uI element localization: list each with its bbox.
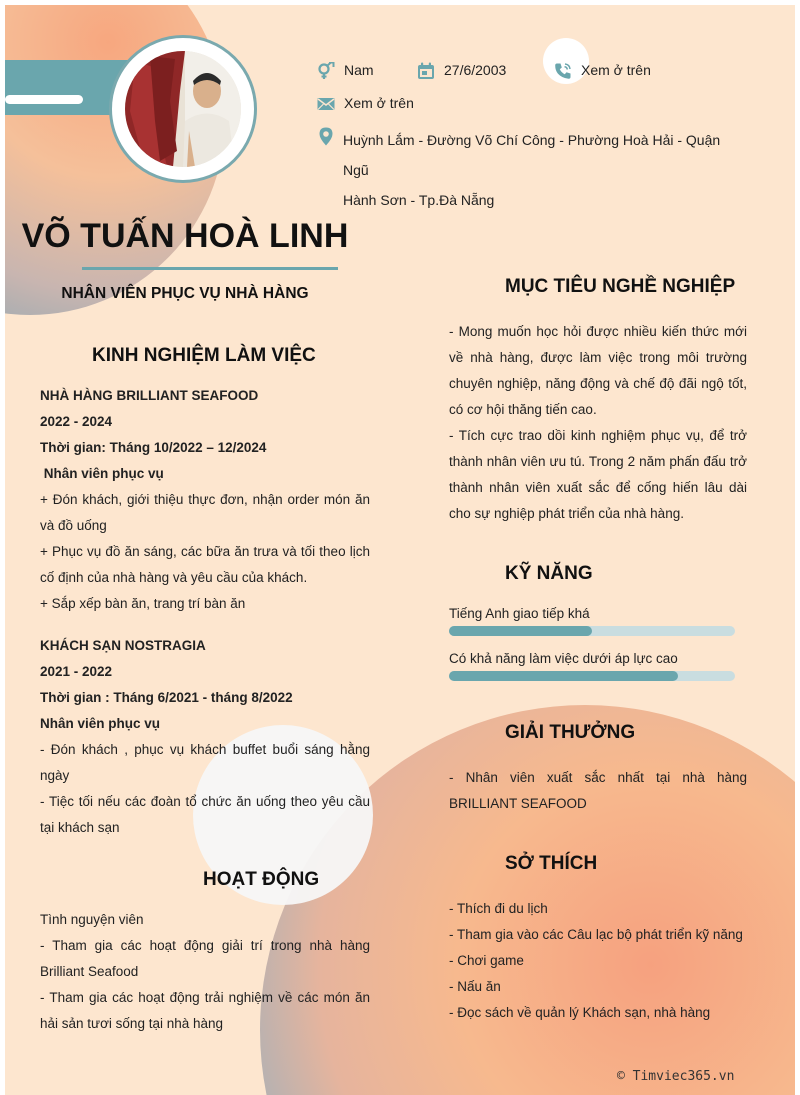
skill-1-bar xyxy=(449,626,735,636)
hobby-item: - Đọc sách về quản lý Khách sạn, nhà hàng xyxy=(449,1005,711,1020)
job-title: NHÂN VIÊN PHỤC VỤ NHÀ HÀNG xyxy=(61,285,309,302)
full-name: VÕ TUẤN HOÀ LINH xyxy=(21,217,349,255)
phone-row xyxy=(554,62,651,80)
name-underline xyxy=(82,267,338,270)
email-row xyxy=(317,95,414,113)
gender-text: Nam xyxy=(344,62,374,78)
job-2-years: 2021 - 2022 xyxy=(40,664,113,679)
job-1-company: NHÀ HÀNG BRILLIANT SEAFOOD xyxy=(40,388,259,403)
hobby-item: - Nấu ăn xyxy=(449,979,501,994)
skill-1-label: Tiếng Anh giao tiếp khá xyxy=(449,606,590,621)
job-1-duty-1: + Đón khách, giới thiệu thực đơn, nhận order món ăn và đồ uống xyxy=(40,492,370,533)
email-text: Xem ở trên xyxy=(344,95,414,111)
activities-list xyxy=(40,907,370,1037)
address-line-2: Hành Sơn - Tp.Đà Nẵng xyxy=(343,192,495,208)
award-item: - Nhân viên xuất sắc nhất tại nhà hàng BRILLIANT SEAFOOD xyxy=(449,770,747,811)
birthdate-row xyxy=(417,62,506,80)
experience-title: KINH NGHIỆM LÀM VIỆC xyxy=(92,345,316,366)
job-1-role: Nhân viên phục vụ xyxy=(40,466,164,481)
phone-icon xyxy=(554,62,572,80)
decorative-white-line xyxy=(5,95,83,104)
job-2-duty-1: - Đón khách , phục vụ khách buffet buổi sáng hằng ngày xyxy=(40,742,370,783)
address-line-1: Huỳnh Lắm - Đường Võ Chí Công - Phường Hoà Hải - Quận Ngũ xyxy=(343,132,721,178)
job-2-company: KHÁCH SẠN NOSTRAGIA xyxy=(40,638,206,653)
hobby-item: - Tham gia vào các Câu lạc bộ phát triển kỹ năng xyxy=(449,927,743,942)
envelope-icon xyxy=(317,95,335,113)
hobbies-list xyxy=(449,896,747,1026)
experience-job-1 xyxy=(40,383,370,617)
avatar-photo xyxy=(125,51,241,167)
skill-2-label: Có khả năng làm việc dưới áp lực cao xyxy=(449,651,678,666)
activity-item: - Tham gia các hoạt động giải trí trong nhà hàng Brilliant Seafood xyxy=(40,938,370,979)
cv-page xyxy=(5,5,795,1095)
job-1-period: Thời gian: Tháng 10/2022 – 12/2024 xyxy=(40,440,267,455)
hobby-item: - Thích đi du lịch xyxy=(449,901,548,916)
activity-item: - Tham gia các hoạt động trải nghiệm về các món ăn hải sản tươi sống tại nhà hàng xyxy=(40,990,370,1031)
skill-1-fill xyxy=(449,626,592,636)
objective-line: - Mong muốn học hỏi được nhiều kiến thức mới về nhà hàng, được làm việc trong môi trường chuyên nghiệp, năng động và chế độ đãi ngộ tốt, có cơ hội thăng tiến cao. xyxy=(449,324,747,417)
avatar xyxy=(109,35,257,183)
experience-job-2 xyxy=(40,633,370,841)
activities-title: HOẠT ĐỘNG xyxy=(203,869,320,890)
gender-row xyxy=(317,62,374,80)
footer-credit: © Timviec365.vn xyxy=(617,1069,735,1084)
hobby-item: - Chơi game xyxy=(449,953,524,968)
skill-2-fill xyxy=(449,671,678,681)
objective-title: MỤC TIÊU NGHỀ NGHIỆP xyxy=(505,276,736,297)
job-1-years: 2022 - 2024 xyxy=(40,414,113,429)
job-2-role: Nhân viên phục vụ xyxy=(40,716,161,731)
birthdate-text: 27/6/2003 xyxy=(444,62,507,78)
job-1-duty-3: + Sắp xếp bàn ăn, trang trí bàn ăn xyxy=(40,596,246,611)
objective-line: - Tích cực trao dồi kinh nghiệm phục vụ, để trở thành nhân viên ưu tú. Trong 2 năm phấn đấu trở thành nhân viên xuất sắc để cống hiến lâu dài cho sự nghiệp phát triển của nhà hàng. xyxy=(449,428,747,521)
activity-item: Tình nguyện viên xyxy=(40,912,144,927)
objective-text xyxy=(449,319,747,527)
awards-text xyxy=(449,765,747,817)
location-pin-icon xyxy=(317,127,335,147)
skill-2-bar xyxy=(449,671,735,681)
job-2-period: Thời gian : Tháng 6/2021 - tháng 8/2022 xyxy=(40,690,293,705)
job-2-duty-2: - Tiệc tối nếu các đoàn tổ chức ăn uống theo yêu cầu tại khách sạn xyxy=(40,794,370,835)
gender-icon xyxy=(317,62,335,80)
job-1-duty-2: + Phục vụ đồ ăn sáng, các bữa ăn trưa và tối theo lịch cố định của nhà hàng và yêu cầu của khách. xyxy=(40,544,370,585)
hobbies-title: SỞ THÍCH xyxy=(505,853,598,874)
calendar-icon xyxy=(417,62,435,80)
address xyxy=(343,125,743,215)
skills-title: KỸ NĂNG xyxy=(505,563,593,584)
phone-text: Xem ở trên xyxy=(581,62,651,78)
awards-title: GIẢI THƯỞNG xyxy=(505,722,636,743)
